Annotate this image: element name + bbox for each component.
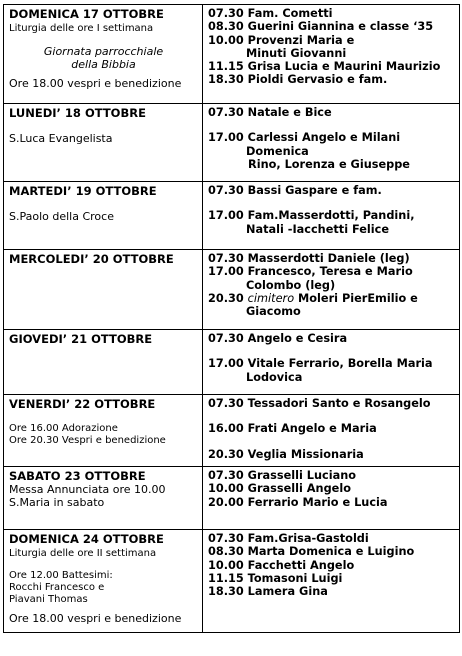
mass-entry-continuation: Minuti Giovanni [246,46,347,60]
mass-entry: 10.00 Facchetti Angelo [208,558,355,572]
day-title: MERCOLEDI’ 20 OTTOBRE [9,252,174,266]
mass-entry: 17.00 Fam.Masserdotti, Pandini, [208,209,415,223]
mass-entry: 07.30 Angelo e Cesira [208,332,348,345]
vespers-note: Ore 18.00 vespri e benedizione [9,77,182,90]
baptism-note: Ore 12.00 Battesimi: [9,570,113,581]
day-row-tuesday-19 [4,182,460,250]
mass-entry: 07.30 Bassi Gaspare e fam. [208,184,382,197]
mass-list-cell [203,104,460,182]
mass-entry: 07.30 Grasselli Luciano [208,469,357,482]
day-title: MARTEDI’ 19 OTTOBRE [9,184,157,198]
mass-entry: 20.30 Veglia Missionaria [208,447,364,461]
mass-entry-continuation: Lodovica [246,370,303,384]
day-info-cell [4,395,203,467]
day-row-thursday-21 [4,330,460,395]
mass-entry-continuation: Rino, Lorenza e Giuseppe [248,157,410,171]
location-cemetery: cimitero [247,291,295,305]
liturgy-note: Liturgia delle ore II settimana [9,548,157,559]
mass-entry: 17.00 Carlessi Angelo e Milani [208,131,401,145]
event-note: S.Maria in sabato [9,496,105,509]
mass-list-cell [203,182,460,250]
mass-entry-continuation: Colombo (leg) [246,278,336,292]
liturgy-note: Liturgia delle ore I settimana [9,23,154,34]
day-title: SABATO 23 OTTOBRE [9,469,146,483]
day-row-saturday-23 [4,467,460,530]
mass-entry: 18.30 Lamera Gina [208,585,328,599]
day-row-monday-18 [4,104,460,182]
mass-entry: 08.30 Guerini Giannina e classe ‘35 [208,20,434,34]
day-row-sunday-24 [4,530,460,633]
mass-entry-continuation: Natali -Iacchetti Felice [246,222,390,236]
saint-of-day: S.Paolo della Croce [9,210,114,223]
mass-entry-continuation: Giacomo [246,305,301,319]
saint-of-day: S.Luca Evangelista [9,132,113,145]
mass-entry: 10.00 Provenzi Maria e [208,33,355,47]
mass-entry: 07.30 Fam.Grisa-Gastoldi [208,532,369,545]
mass-entry: 07.30 Natale e Bice [208,106,332,119]
mass-entry: 07.30 Masserdotti Daniele (leg) [208,252,410,265]
mass-entry: 18.30 Pioldi Gervasio e fam. [208,73,388,87]
mass-entry: 11.15 Grisa Lucia e Maurini Maurizio [208,60,441,74]
day-info-cell [4,182,203,250]
day-title: LUNEDI’ 18 OTTOBRE [9,106,146,120]
day-row-sunday-17 [4,5,460,104]
day-info-cell [4,5,203,104]
mass-entry: 11.15 Tomasoni Luigi [208,571,343,585]
mass-list-cell [203,5,460,104]
day-info-cell [4,467,203,530]
mass-entry: 08.30 Marta Domenica e Luigino [208,545,415,559]
special-note: Giornata parrocchiale della Bibbia [43,45,164,71]
day-row-friday-22 [4,395,460,467]
day-title: GIOVEDI’ 21 OTTOBRE [9,332,153,346]
day-info-cell [4,104,203,182]
mass-entry: 20.00 Ferrario Mario e Lucia [208,495,388,509]
mass-entry-continuation: Domenica [246,144,309,158]
mass-entry: 17.00 Francesco, Teresa e Mario [208,265,413,279]
mass-entry: 17.00 Vitale Ferrario, Borella Maria [208,357,433,371]
vespers-note: Ore 18.00 vespri e benedizione [9,612,182,625]
event-note: Messa Annunciata ore 10.00 [9,483,166,496]
mass-list-cell [203,530,460,633]
event-note: Ore 16.00 Adorazione [9,423,118,434]
mass-entry: 07.30 Fam. Cometti [208,7,333,20]
mass-entry: 20.30 cimitero Moleri PierEmilio e [208,291,418,305]
event-note: Ore 20.30 Vespri e benedizione [9,435,166,446]
day-row-wednesday-20 [4,250,460,330]
baptism-names: Piavani Thomas [9,594,88,605]
mass-entry: 16.00 Frati Angelo e Maria [208,422,377,436]
day-title: DOMENICA 24 OTTOBRE [9,532,164,546]
mass-list-cell [203,467,460,530]
baptism-names: Rocchi Francesco e [9,582,105,593]
mass-entry: 10.00 Grasselli Angelo [208,482,351,496]
day-info-cell [4,330,203,395]
day-info-cell [4,530,203,633]
day-title: VENERDI’ 22 OTTOBRE [9,397,156,411]
mass-list-cell [203,330,460,395]
mass-list-cell [203,395,460,467]
day-info-cell [4,250,203,330]
day-title: DOMENICA 17 OTTOBRE [9,7,164,21]
mass-list-cell [203,250,460,330]
mass-entry: 07.30 Tessadori Santo e Rosangelo [208,397,431,410]
weekly-mass-schedule [3,4,460,633]
